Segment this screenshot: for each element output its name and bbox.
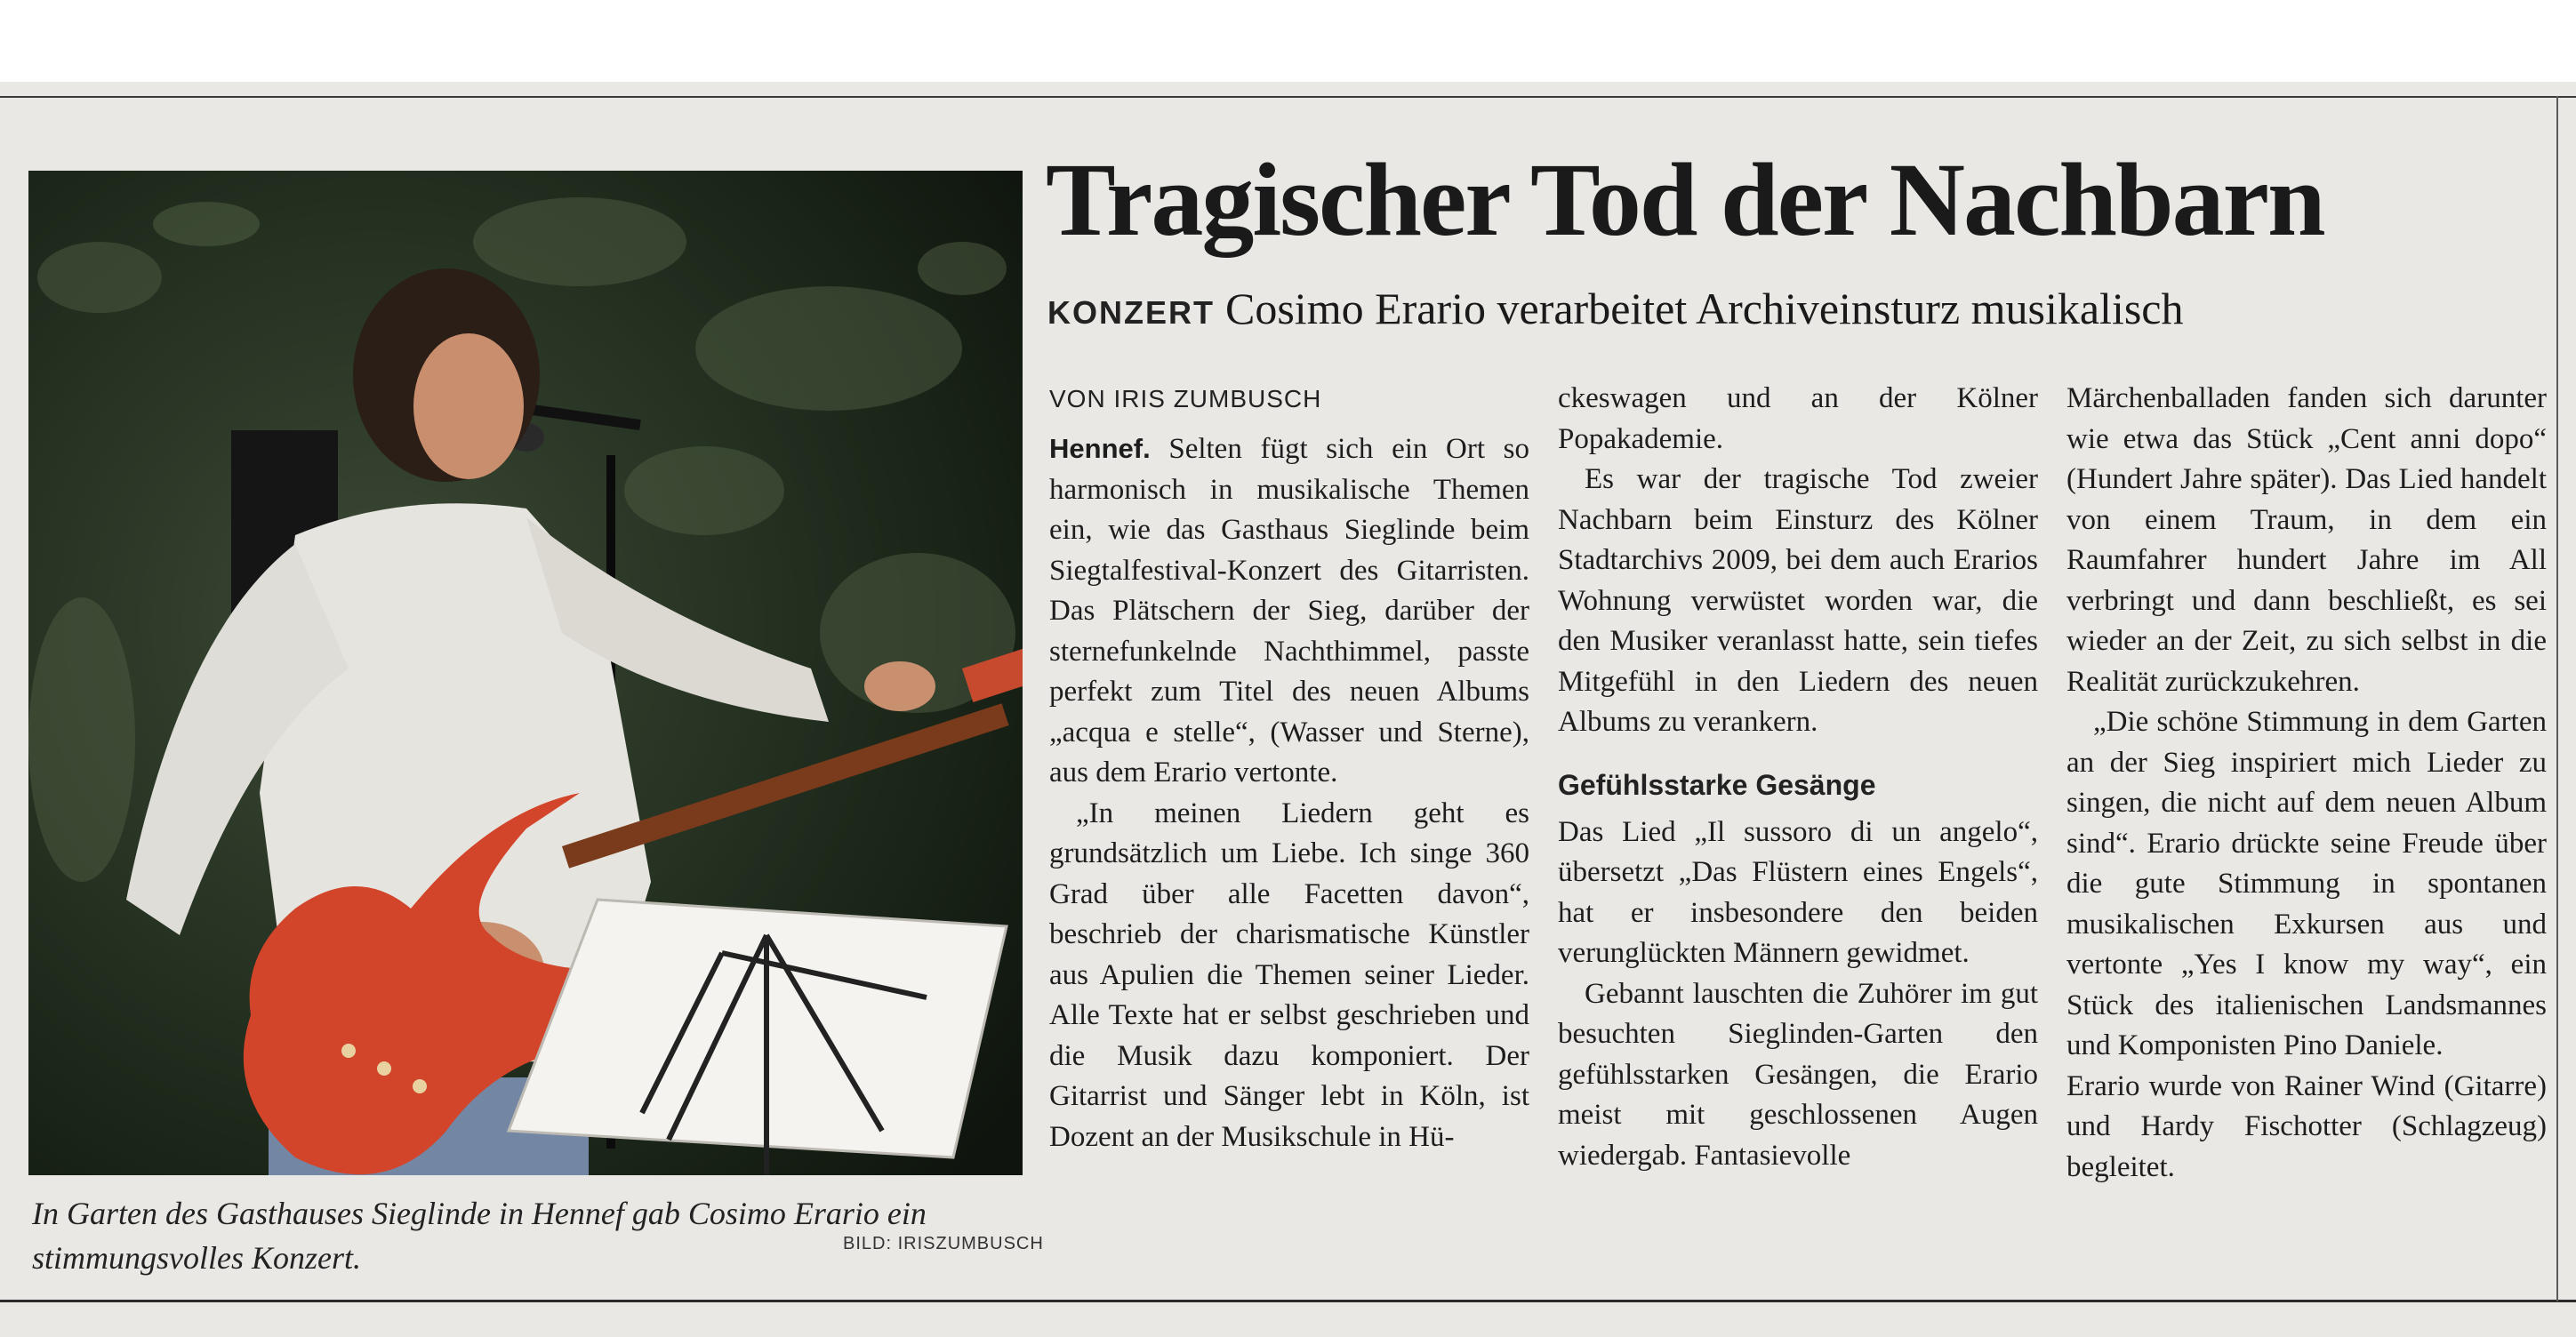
paragraph-text: Selten fügt sich ein Ort so harmonisch in musikalische Themen ein, wie das Gasthaus Sieglinde beim Siegtalfestival-Konzert des Gitarristen. Das Plätschern der Sieg, darüber der sternefunkelnde Nachthimmel, passte perfekt zum Titel des neuen Albums „acqua e stelle“, (Wasser und Sterne), aus dem Erario vertonte.: [1049, 433, 1530, 789]
concert-photo: [28, 171, 1023, 1175]
article-column-1: [1049, 379, 1529, 1157]
paragraph: „In meinen Liedern geht es grundsätzlich um Liebe. Ich singe 360 Grad über alle Facetten davon“, beschrieb der charismatische Künstler aus Apulien die Themen seiner Lieder. Alle Texte hat er selbst geschrieben und die Musik dazu komponiert. Der Gitarrist und Sänger lebt in Köln, ist Dozent an der Musikschule in Hü-: [1049, 797, 1529, 1153]
article-column-3: [2066, 379, 2547, 1188]
headline: Tragischer Tod der Nachbarn: [1046, 141, 2324, 258]
paragraph: Es war der tragische Tod zweier Nachbarn beim Einsturz des Kölner Stadtarchivs 2009, bei dem auch Erarios Wohnung verwüstet worden war, die den Musiker veranlasst hatte, sein tiefes Mitgefühl in den Liedern des neuen Albums zu verankern.: [1558, 463, 2038, 738]
kicker: KONZERT: [1047, 294, 1215, 331]
paragraph: ckeswagen und an der Kölner Popakademie.: [1558, 382, 2038, 455]
subhead: [1047, 283, 2184, 334]
bottom-rule: [0, 1300, 2576, 1302]
paragraph: [1049, 428, 1529, 794]
top-rule: [0, 96, 2576, 98]
right-rule: [2556, 96, 2558, 1301]
paragraph: Das Lied „Il sussoro di un angelo“, übersetzt „Das Flüstern eines Engels“, hat er insbesondere den beiden verunglückten Männern gewidmet.: [1558, 815, 2038, 969]
paragraph: Erario wurde von Rainer Wind (Gitarre) und Hardy Fischotter (Schlagzeug) begleitet.: [2066, 1069, 2547, 1183]
photo-credit: BILD: IRISZUMBUSCH: [843, 1234, 1044, 1253]
paragraph: „Die schöne Stimmung in dem Garten an der Sieg inspiriert mich Lieder zu singen, die nicht auf dem neuen Album sind“. Erario drückte seine Freude über die gute Stimmung in spontanen musikalischen Exkursen aus und vertonte „Yes I know my way“, ein Stück des italienischen Landsmannes und Komponisten Pino Daniele.: [2066, 706, 2547, 1061]
dateline: Hennef.: [1049, 433, 1151, 464]
paragraph: Märchenballaden fanden sich darunter wie etwa das Stück „Cent anni dopo“ (Hundert Jahre später). Das Lied handelt von einem Traum, in dem ein Raumfahrer hundert Jahre im All verbringt und dann beschließt, es sei wieder an der Zeit, zu sich selbst in die Realität zurückzukehren.: [2066, 382, 2547, 698]
photo-caption: In Garten des Gasthauses Sieglinde in Hennef gab Cosimo Erario ein stimmungsvolles Konzert.: [32, 1196, 927, 1276]
article-column-2: [1558, 379, 2038, 1176]
section-subheading: Gefühlsstarke Gesänge: [1558, 768, 1876, 801]
paragraph: Gebannt lauschten die Zuhörer im gut besuchten Sieglinden-Garten den gefühlsstarken Gesängen, die Erario meist mit geschlossenen Augen wiedergab. Fantasievolle: [1558, 977, 2038, 1172]
byline: VON IRIS ZUMBUSCH: [1049, 385, 1322, 412]
subtitle: Cosimo Erario verarbeitet Archiveinsturz musikalisch: [1225, 284, 2184, 333]
concert-photo-illustration: [28, 171, 1023, 1175]
